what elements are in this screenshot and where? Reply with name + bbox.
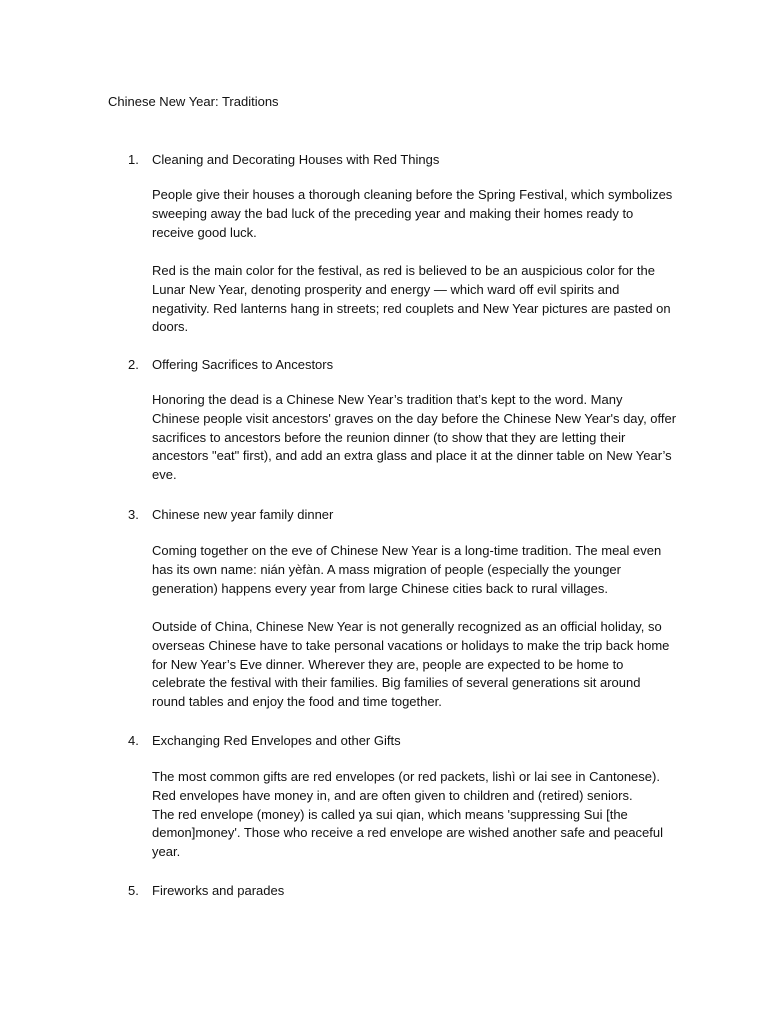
section-heading: Cleaning and Decorating Houses with Red Things — [152, 152, 440, 167]
text-line: sweeping away the bad luck of the preceding year and making their homes ready to — [152, 205, 634, 221]
text-line: sacrifices to ancestors before the reunion dinner (to show that they are letting their — [152, 429, 626, 445]
paragraph — [152, 262, 671, 337]
section-heading: Chinese new year family dinner — [152, 507, 334, 522]
text-line: receive good luck. — [152, 224, 257, 240]
text-line: Red envelopes have money in, and are often given to children and (retired) seniors. — [152, 787, 633, 803]
text-line: overseas Chinese have to take personal vacations or holidays to make the trip back home — [152, 637, 670, 653]
text-line: ancestors "eat" first), and add an extra glass and place it at the dinner table on New Year’s — [152, 448, 672, 464]
text-line: demon]money'. Those who receive a red envelope are wished another safe and peaceful — [152, 825, 664, 841]
text-line: celebrate the festival with their families. Big families of several generations sit around — [152, 675, 641, 691]
section-number: 5. — [128, 883, 139, 898]
text-line: has its own name: nián yèfàn. A mass migration of people (especially the younger — [152, 561, 621, 577]
text-line: generation) happens every year from large Chinese cities back to rural villages. — [152, 580, 608, 596]
paragraph — [152, 768, 664, 862]
text-line: The most common gifts are red envelopes (or red packets, lishì or lai see in Cantonese). — [152, 769, 660, 784]
paragraph — [152, 186, 673, 242]
paragraph — [152, 618, 670, 712]
section-heading: Exchanging Red Envelopes and other Gifts — [152, 733, 401, 748]
text-line: Chinese people visit ancestors' graves on the day before the Chinese New Year's day, offer — [152, 410, 677, 426]
section-heading: Fireworks and parades — [152, 883, 285, 898]
section-number: 3. — [128, 507, 139, 522]
section-number: 1. — [128, 152, 139, 167]
paragraph — [152, 542, 664, 598]
text-line: People give their houses a thorough cleaning before the Spring Festival, which symbolizes — [152, 187, 673, 202]
text-line: eve. — [152, 467, 177, 483]
text-line: Honoring the dead is a Chinese New Year’s tradition that’s kept to the word. Many — [152, 392, 623, 407]
text-line: for New Year’s Eve dinner. Wherever they are, people are expected to be home to — [152, 656, 624, 672]
section-number: 4. — [128, 733, 139, 748]
text-line: The red envelope (money) is called ya sui qian, which means 'suppressing Sui [the — [152, 806, 628, 822]
text-line: Outside of China, Chinese New Year is not generally recognized as an official holiday, so — [152, 619, 662, 634]
text-line: Red is the main color for the festival, as red is believed to be an auspicious color for the — [152, 263, 655, 278]
text-line: doors. — [152, 319, 189, 335]
section-number: 2. — [128, 357, 139, 372]
paragraph — [152, 391, 677, 485]
text-line: round tables and enjoy the food and time together. — [152, 694, 442, 710]
section-heading: Offering Sacrifices to Ancestors — [152, 357, 334, 372]
text-line: year. — [152, 844, 181, 860]
text-line: Coming together on the eve of Chinese New Year is a long-time tradition. The meal even — [152, 543, 662, 558]
document-title: Chinese New Year: Traditions — [108, 94, 279, 109]
text-line: Lunar New Year, denoting prosperity and energy — which ward off evil spirits and — [152, 281, 620, 297]
text-line: negativity. Red lanterns hang in streets; red couplets and New Year pictures are pasted on — [152, 300, 671, 316]
